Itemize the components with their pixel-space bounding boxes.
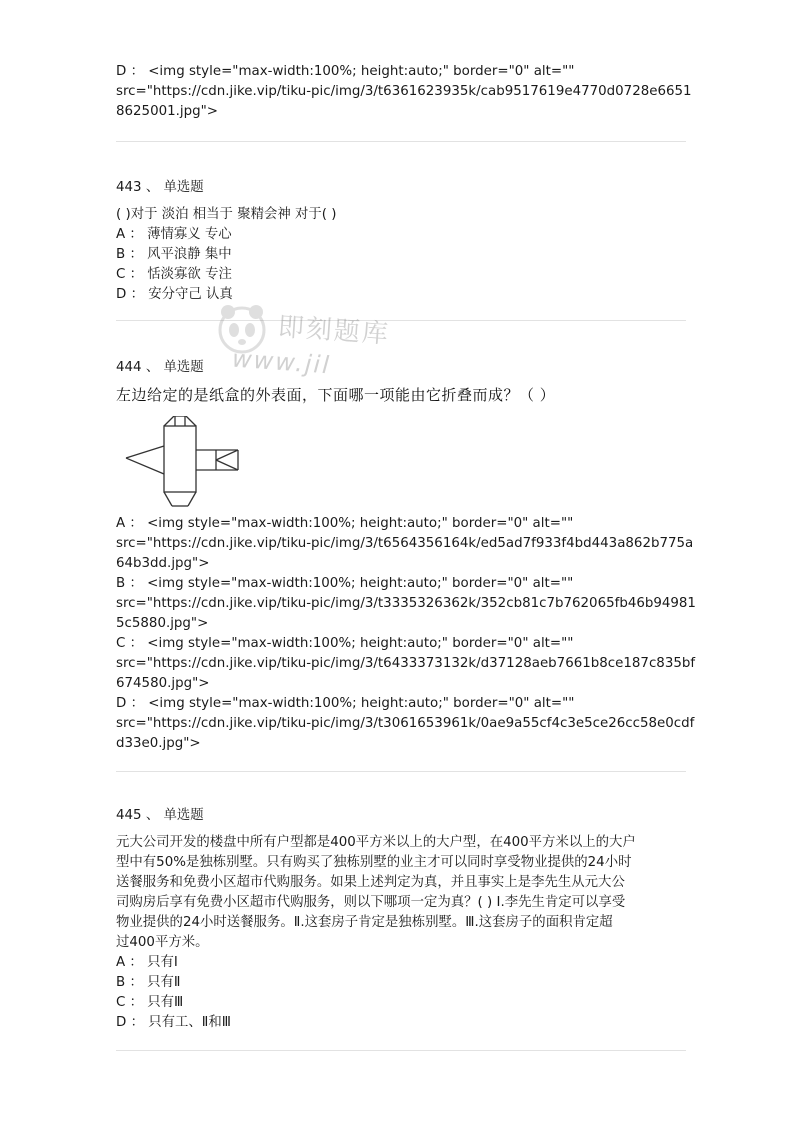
box-net-figure — [120, 416, 244, 512]
option-c[interactable]: C ： 恬淡寡欲 专注 — [116, 267, 232, 282]
option-d[interactable] — [116, 694, 695, 754]
divider — [116, 1050, 686, 1051]
option-c[interactable] — [116, 634, 696, 694]
question-444-stem — [116, 384, 686, 406]
option-d[interactable]: D ： 只有工、Ⅱ和Ⅲ — [116, 1015, 231, 1030]
option-b[interactable]: B ： 风平浪静 集中 — [116, 247, 232, 262]
option-d[interactable]: D ： 安分守己 认真 — [116, 287, 233, 302]
option-b-line: 5c5880.jpg"> — [116, 616, 209, 631]
divider — [116, 771, 686, 772]
option-c[interactable]: C ： 只有Ⅲ — [116, 995, 184, 1010]
option-b[interactable]: B ： 只有Ⅱ — [116, 975, 181, 990]
option-b-line: B ： <img style="max-width:100%; height:auto;" border="0" alt="" — [116, 576, 574, 591]
watermark-url: www.jil — [231, 344, 332, 380]
option-a-line: src="https://cdn.jike.vip/tiku-pic/img/3/t6564356164k/ed5ad7f933f4bd443a862b775a — [116, 536, 694, 551]
question-stem: ( )对于 淡泊 相当于 聚精会神 对于( ) — [116, 207, 337, 222]
option-b-line: src="https://cdn.jike.vip/tiku-pic/img/3/t3335326362k/352cb81c7b762065fb46b94981 — [116, 596, 696, 611]
question-stem-line: 元大公司开发的楼盘中所有户型都是400平方米以上的大户型，在400平方米以上的大户 — [116, 835, 636, 850]
question-stem-line: 送餐服务和免费小区超市代购服务。如果上述判定为真，并且事实上是李先生从元大公 — [116, 875, 625, 890]
option-a-line: A ： <img style="max-width:100%; height:auto;" border="0" alt="" — [116, 516, 574, 531]
option-d-line: src="https://cdn.jike.vip/tiku-pic/img/3/t3061653961k/0ae9a55cf4c3e5ce26cc58e0cdf — [116, 716, 695, 731]
question-header: 444 、 单选题 — [116, 360, 204, 375]
option-c-line: C ： <img style="max-width:100%; height:auto;" border="0" alt="" — [116, 636, 574, 651]
watermark-text: 即刻题库 — [276, 312, 391, 350]
divider — [116, 141, 686, 142]
question-stem: 左边给定的是纸盒的外表面，下面哪一项能由它折叠而成？（ ） — [116, 386, 556, 404]
divider — [116, 320, 686, 321]
question-442-option-d — [116, 62, 692, 122]
watermark — [212, 300, 432, 380]
panda-logo-icon — [212, 300, 432, 380]
question-444-options — [116, 514, 696, 754]
option-d-line: D ： <img style="max-width:100%; height:auto;" border="0" alt="" — [116, 696, 575, 711]
option-d-line: d33e0.jpg"> — [116, 736, 201, 751]
option-a[interactable]: A ： 薄情寡义 专心 — [116, 227, 232, 242]
option-d-line: src="https://cdn.jike.vip/tiku-pic/img/3/t6361623935k/cab9517619e4770d0728e6651 — [116, 84, 692, 99]
question-stem-line: 司购房后享有免费小区超市代购服务，则以下哪项一定为真？( ) Ⅰ.李先生肯定可以享受 — [116, 895, 626, 910]
option-d-line: D ： <img style="max-width:100%; height:auto;" border="0" alt="" — [116, 64, 575, 79]
option-a[interactable]: A ： 只有Ⅰ — [116, 955, 178, 970]
question-stem-line: 型中有50%是独栋别墅。只有购买了独栋别墅的业主才可以同时享受物业提供的24小时 — [116, 855, 632, 870]
question-443 — [116, 205, 686, 305]
option-a[interactable] — [116, 514, 694, 574]
question-header: 445 、 单选题 — [116, 808, 204, 823]
option-d-line: 8625001.jpg"> — [116, 104, 218, 119]
question-stem-line: 物业提供的24小时送餐服务。Ⅱ.这套房子肯定是独栋别墅。Ⅲ.这套房子的面积肯定超 — [116, 915, 613, 930]
option-c-line: 674580.jpg"> — [116, 676, 210, 691]
question-header: 443 、 单选题 — [116, 180, 204, 195]
option-c-line: src="https://cdn.jike.vip/tiku-pic/img/3/t6433373132k/d37128aeb7661b8ce187c835bf — [116, 656, 696, 671]
option-b[interactable] — [116, 574, 696, 634]
question-445 — [116, 833, 686, 1033]
option-a-line: 64b3dd.jpg"> — [116, 556, 210, 571]
question-stem-line: 过400平方米。 — [116, 935, 209, 950]
